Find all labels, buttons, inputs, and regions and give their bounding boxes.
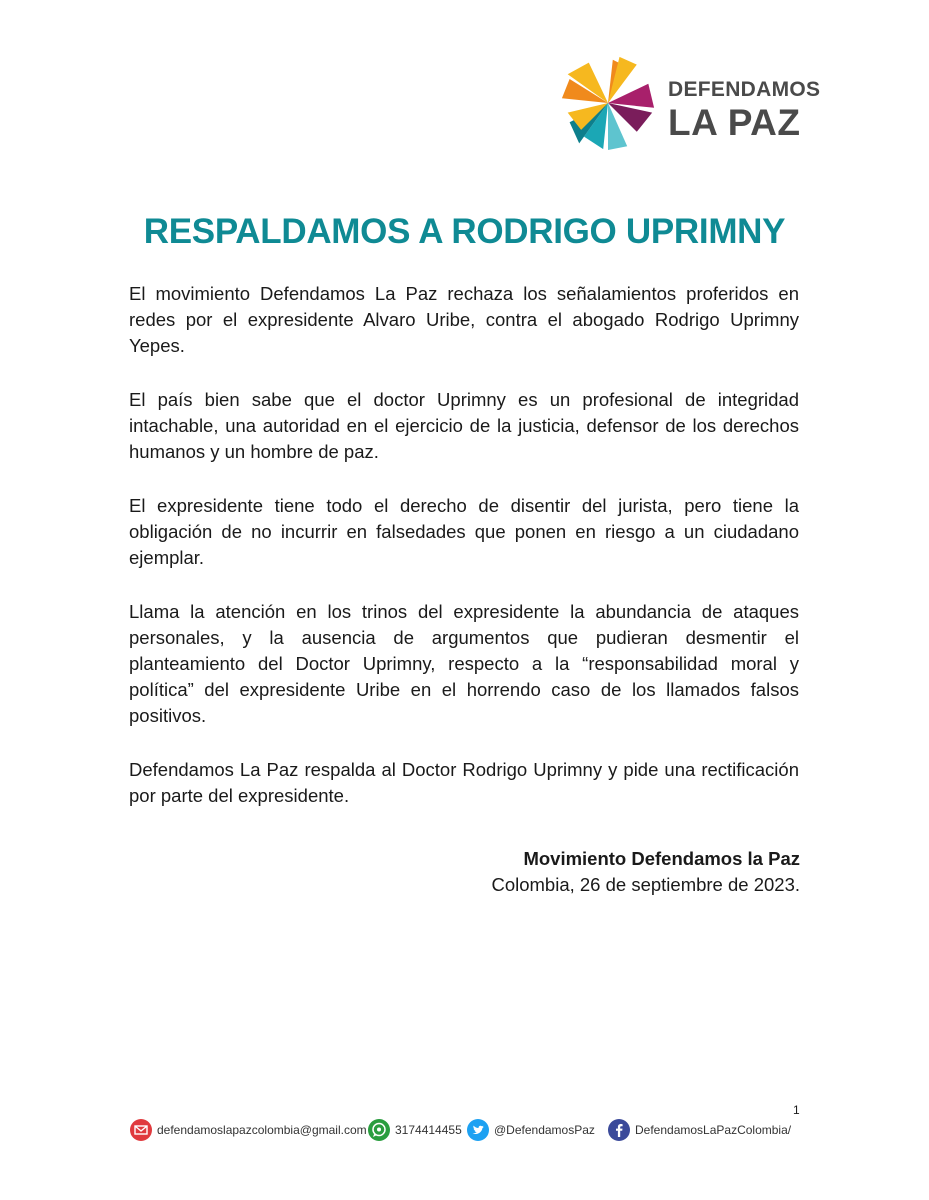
document-body <box>129 281 799 837</box>
footer-whatsapp[interactable] <box>368 1117 462 1143</box>
paragraph: Defendamos La Paz respalda al Doctor Rodrigo Uprimny y pide una rectificación por parte del expresidente. <box>129 759 799 806</box>
pinwheel-logo-icon <box>560 55 656 151</box>
page-title: RESPALDAMOS A RODRIGO UPRIMNY <box>143 212 786 251</box>
signature-place-date: Colombia, 26 de septiembre de 2023. <box>491 874 800 895</box>
brand-name-line2: LA PAZ <box>668 102 801 143</box>
footer-facebook[interactable] <box>608 1117 791 1143</box>
footer-email-text: defendamoslapazcolombia@gmail.com <box>157 1123 367 1137</box>
footer-twitter[interactable] <box>467 1117 595 1143</box>
brand-name-line1: DEFENDAMOS <box>668 78 821 101</box>
footer-twitter-text: @DefendamosPaz <box>494 1123 595 1137</box>
paragraph: El país bien sabe que el doctor Uprimny es un profesional de integridad intachable, una autoridad en el ejercicio de la justicia, defensor de los derechos humanos y un hombre de paz. <box>129 389 799 462</box>
paragraph: Llama la atención en los trinos del expresidente la abundancia de ataques personales, y la ausencia de argumentos que pudieran desmentir el planteamiento del Doctor Uprimny, respecto a la “responsabilidad moral y política” del expresidente Uribe en el horrendo caso de los llamados falsos positivos. <box>129 601 799 726</box>
twitter-icon <box>467 1119 489 1141</box>
footer-whatsapp-text: 3174414455 <box>395 1123 462 1137</box>
signature-block <box>491 846 800 898</box>
page-number: 1 <box>793 1103 800 1117</box>
footer-facebook-text: DefendamosLaPazColombia/ <box>635 1123 792 1137</box>
footer-email[interactable] <box>130 1117 367 1143</box>
contact-footer <box>130 1117 830 1147</box>
brand-logo <box>560 55 821 155</box>
paragraph: El movimiento Defendamos La Paz rechaza los señalamientos proferidos en redes por el expresidente Alvaro Uribe, contra el abogado Rodrigo Uprimny Yepes. <box>129 283 799 356</box>
facebook-icon <box>608 1119 630 1141</box>
whatsapp-icon <box>368 1119 390 1141</box>
paragraph: El expresidente tiene todo el derecho de disentir del jurista, pero tiene la obligación de no incurrir en falsedades que ponen en riesgo a un ciudadano ejemplar. <box>129 495 799 568</box>
signature-name: Movimiento Defendamos la Paz <box>523 848 800 869</box>
mail-icon <box>130 1119 152 1141</box>
